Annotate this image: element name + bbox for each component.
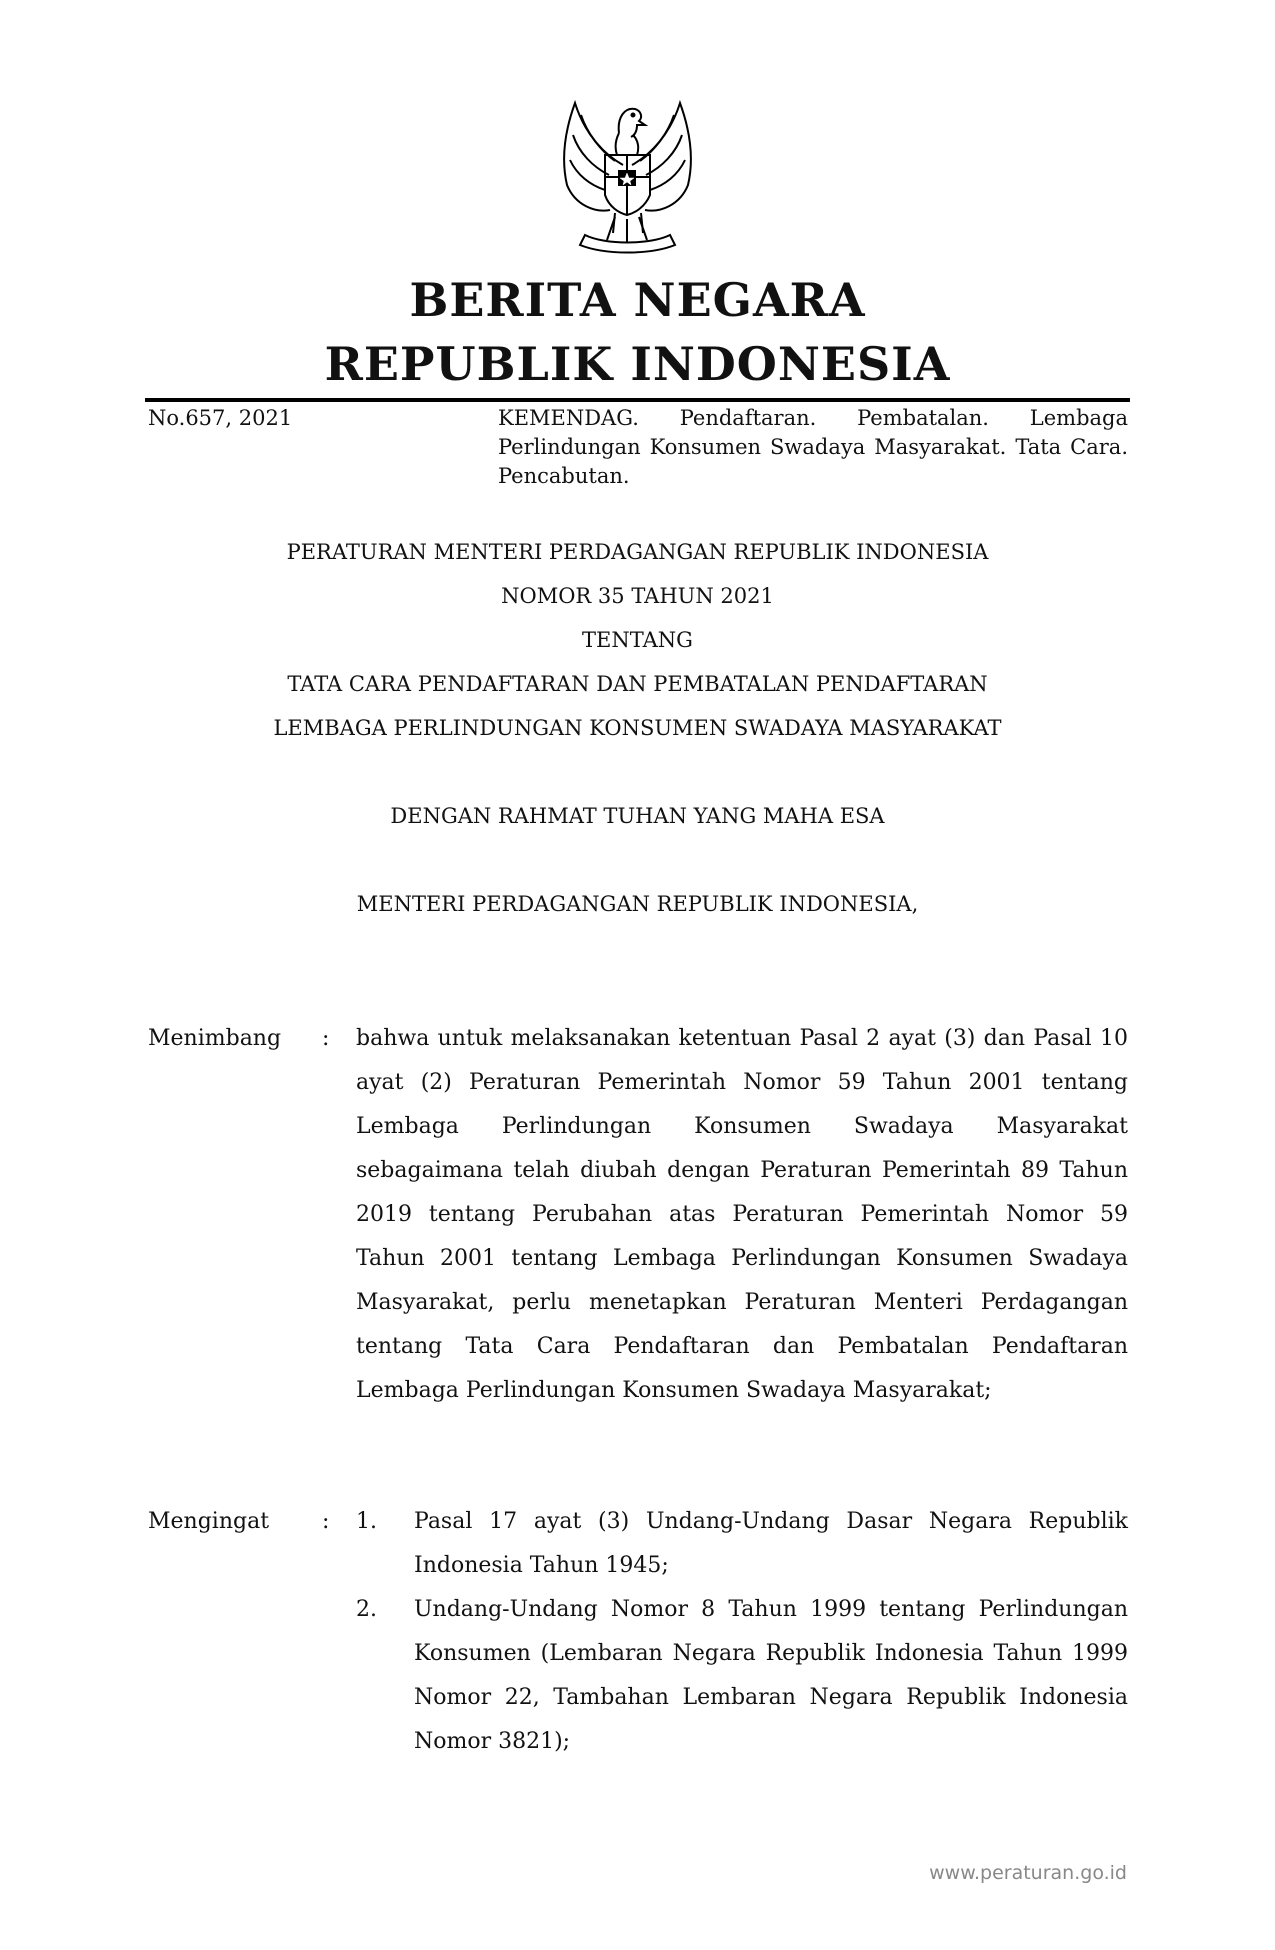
menimbang-text: bahwa untuk melaksanakan ketentuan Pasal 2 ayat (3) dan Pasal 10 ayat (2) Peraturan Pemerintah Nomor 59 Tahun 2001 tentang Lembaga Perlindungan Konsumen Swadaya Masyarakat sebagaimana telah diubah dengan Peraturan Pemerintah 89 Tahun 2019 tentang Perubahan atas Peraturan Pemerintah Nomor 59 Tahun 2001 tentang Lembaga Perlindungan Konsumen Swadaya Masyarakat, perlu menetapkan Peraturan Menteri Perdagangan tentang Tata Cara Pendaftaran dan Pembatalan Pendaftaran Lembaga Perlindungan Konsumen Swadaya Masyarakat; — [356, 1026, 1128, 1403]
garuda-emblem-icon — [545, 95, 710, 257]
masthead-title: BERITA NEGARA — [409, 273, 866, 327]
list-item-number: 1. — [356, 1509, 377, 1534]
invocation: DENGAN RAHMAT TUHAN YANG MAHA ESA — [390, 804, 885, 828]
mengingat-label: Mengingat — [148, 1509, 270, 1534]
footer-url: www.peraturan.go.id — [929, 1862, 1127, 1884]
list-item: Pasal 17 ayat (3) Undang-Undang Dasar Negara Republik Indonesia Tahun 1945; — [414, 1509, 1128, 1578]
issuer: MENTERI PERDAGANGAN REPUBLIK INDONESIA, — [356, 892, 919, 916]
masthead-divider — [145, 398, 1130, 402]
regulation-subject-line1: TATA CARA PENDAFTARAN DAN PEMBATALAN PENDAFTARAN — [287, 672, 988, 696]
regulation-subject-line2: LEMBAGA PERLINDUNGAN KONSUMEN SWADAYA MASYARAKAT — [273, 716, 1002, 740]
mengingat-colon: : — [322, 1509, 330, 1534]
menimbang-label: Menimbang — [148, 1026, 282, 1051]
regulation-about: TENTANG — [582, 628, 693, 652]
list-item-number: 2. — [356, 1597, 377, 1622]
masthead-subtitle: REPUBLIK INDONESIA — [324, 337, 951, 391]
issue-number: No.657, 2021 — [148, 406, 293, 430]
regulation-title: PERATURAN MENTERI PERDAGANGAN REPUBLIK INDONESIA — [286, 540, 989, 564]
list-item: Undang-Undang Nomor 8 Tahun 1999 tentang Perlindungan Konsumen (Lembaran Negara Republik Indonesia Tahun 1999 Nomor 22, Tambahan Lembaran Negara Republik Indonesia Nomor 3821); — [414, 1597, 1128, 1754]
regulation-number: NOMOR 35 TAHUN 2021 — [501, 584, 774, 608]
issue-summary: KEMENDAG. Pendaftaran. Pembatalan. Lembaga Perlindungan Konsumen Swadaya Masyarakat. Tata Cara. Pencabutan. — [498, 406, 1128, 488]
menimbang-colon: : — [322, 1026, 330, 1051]
